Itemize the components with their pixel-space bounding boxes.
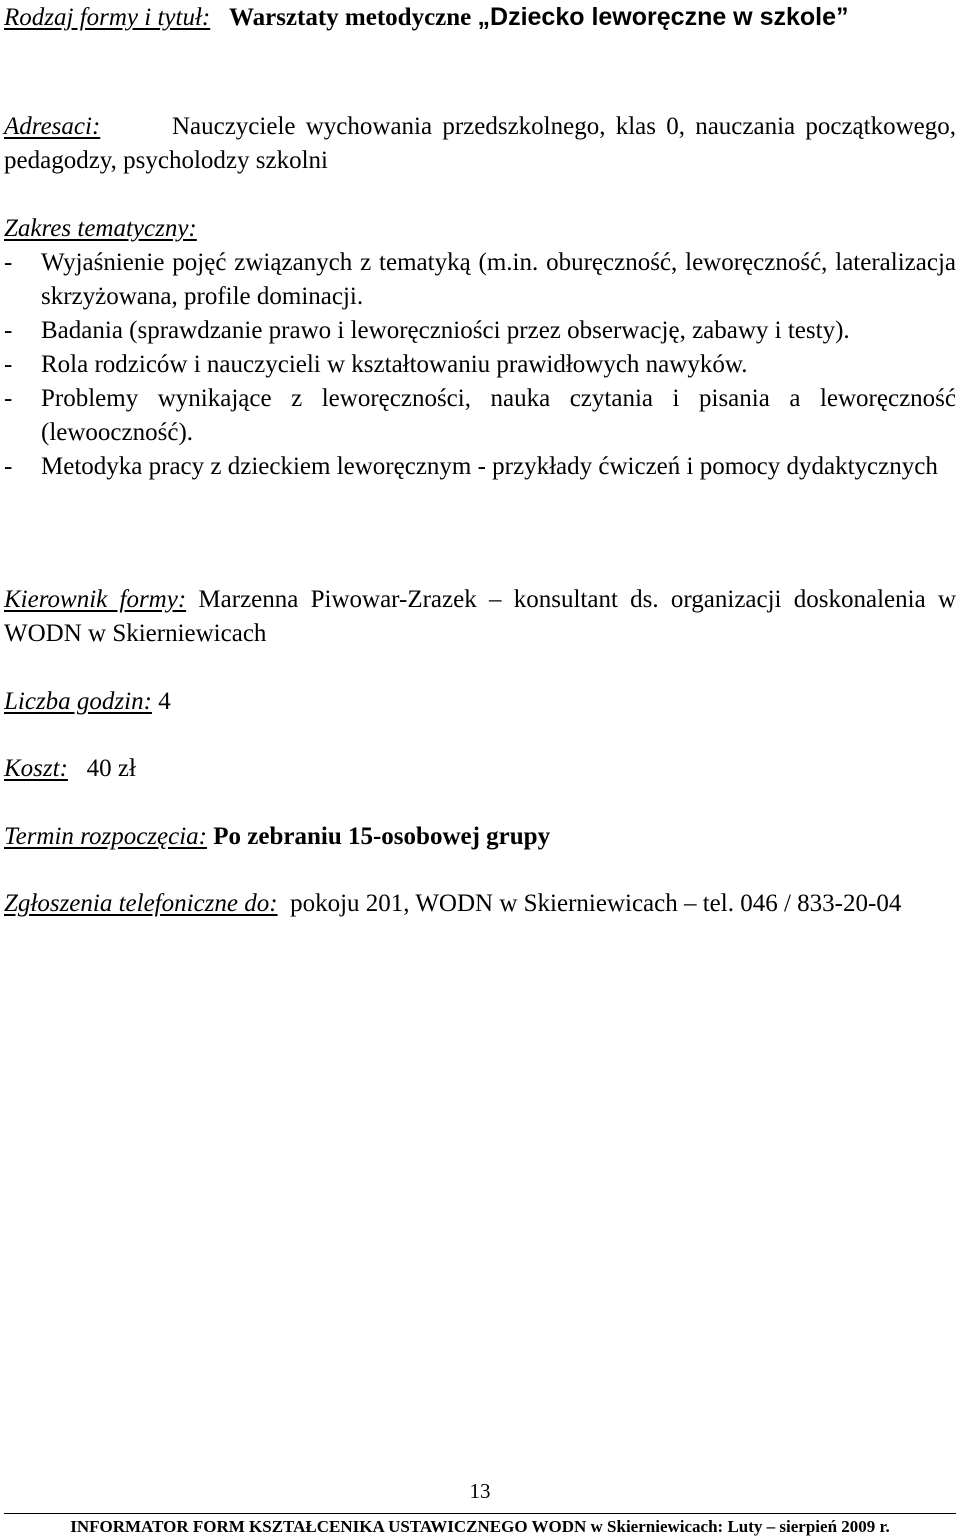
list-dash: - (4, 453, 13, 480)
cost-section (4, 752, 136, 786)
form-title-section (4, 0, 956, 35)
list-item (4, 450, 956, 484)
form-type-label: Rodzaj formy i tytuł: (4, 4, 211, 31)
leader-label: Kierownik formy: (4, 586, 187, 613)
list-dash: - (4, 385, 13, 412)
footer-divider (4, 1513, 956, 1514)
leader-value: Marzenna Piwowar-Zrazek – konsultant ds. organizacji doskonalenia w WODN w Skierniewicach (4, 586, 956, 647)
hours-section (4, 685, 171, 719)
list-item (4, 246, 956, 314)
hours-label: Liczba godzin: (4, 688, 152, 715)
page-footer: INFORMATOR FORM KSZTAŁCENIKA USTAWICZNEGO WODN w Skierniewicach: Luty – sierpień 2009 r. (70, 1517, 890, 1536)
registration-value: pokoju 201, WODN w Skierniewicach – tel. 046 / 833-20-04 (290, 890, 902, 917)
topics-label: Zakres tematyczny: (4, 215, 197, 242)
registration-section (4, 887, 956, 921)
list-dash: - (4, 317, 13, 344)
topics-section (4, 212, 956, 484)
audience-label: Adresaci: (4, 113, 101, 140)
registration-label: Zgłoszenia telefoniczne do: (4, 890, 278, 917)
list-item-text: Rola rodziców i nauczycieli w kształtowaniu prawidłowych nawyków. (41, 351, 748, 378)
list-item (4, 382, 956, 450)
leader-section (4, 583, 956, 651)
audience-section (4, 110, 956, 178)
list-dash: - (4, 351, 13, 378)
hours-value: 4 (158, 688, 171, 715)
list-dash: - (4, 249, 13, 276)
form-type-value: Warsztaty metodyczne (228, 4, 472, 31)
list-item-text: Wyjaśnienie pojęć związanych z tematyką (m.in. oburęczność, leworęczność, lateralizacja skrzyżowana, profile dominacji. (41, 249, 956, 310)
list-item-text: Problemy wynikające z leworęczności, nauka czytania i pisania a leworęczność (lewooczność). (41, 385, 956, 446)
list-item-text: Metodyka pracy z dzieckiem leworęcznym - przykłady ćwiczeń i pomocy dydaktycznych (41, 453, 938, 480)
list-item (4, 348, 956, 382)
cost-label: Koszt: (4, 755, 68, 782)
workshop-title: „Dziecko leworęczne w szkole” (477, 3, 849, 31)
start-date-value: Po zebraniu 15-osobowej grupy (213, 823, 551, 850)
list-item-text: Badania (sprawdzanie prawo i leworęczniości przez obserwację, zabawy i testy). (41, 317, 850, 344)
cost-value: 40 zł (86, 755, 136, 782)
list-item (4, 314, 956, 348)
audience-value: Nauczyciele wychowania przedszkolnego, klas 0, nauczania początkowego, pedagodzy, psycholodzy szkolni (4, 113, 957, 174)
page-number: 13 (469, 1479, 491, 1503)
start-date-label: Termin rozpoczęcia: (4, 823, 208, 850)
topics-list (4, 246, 956, 484)
start-date-section (4, 820, 550, 854)
